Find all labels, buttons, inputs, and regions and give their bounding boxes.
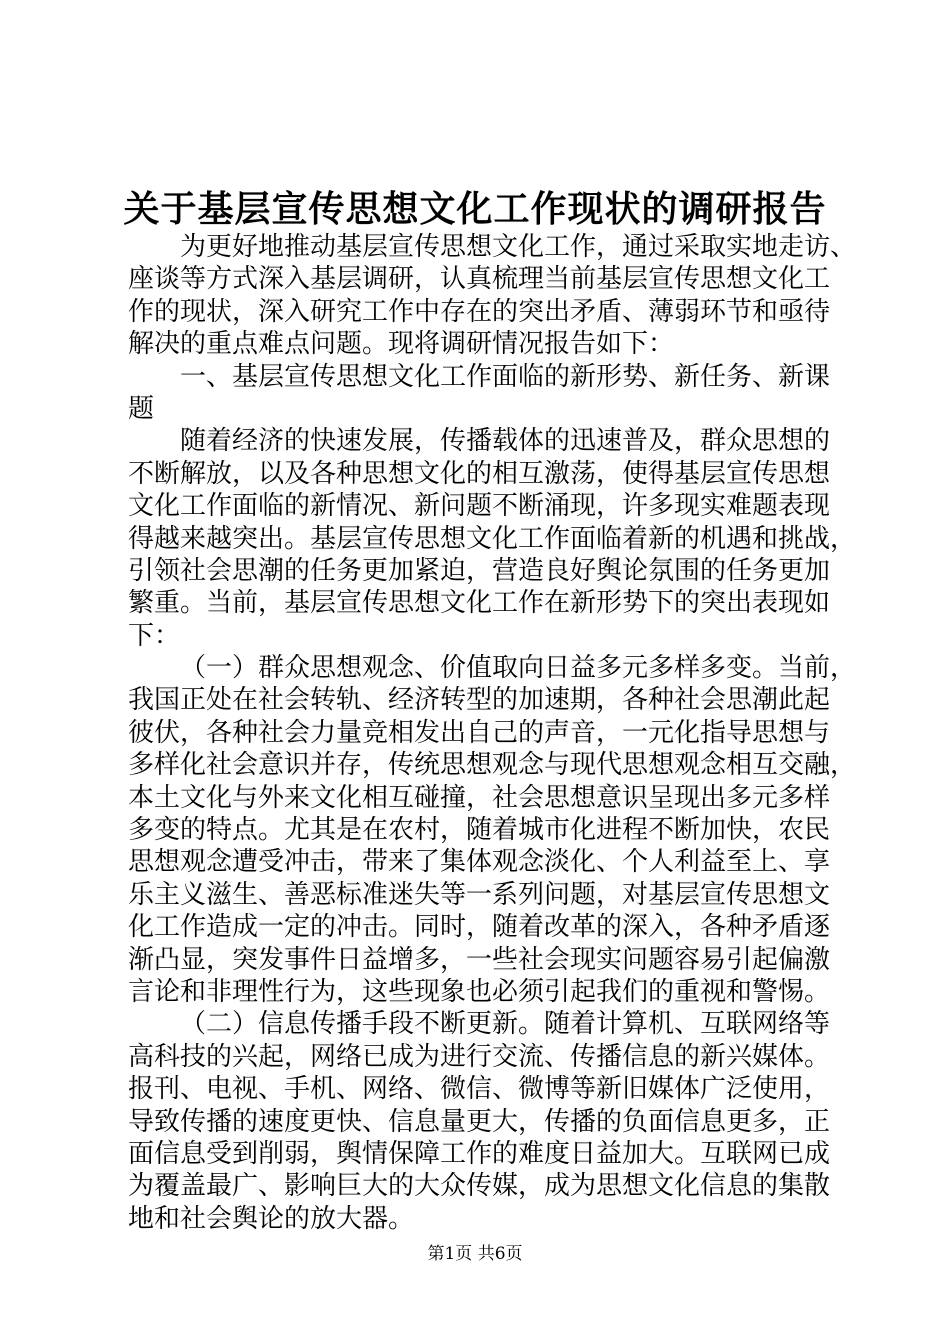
text-line: 彼伏，各种社会力量竞相发出自己的声音，一元化指导思想与 [128,717,831,748]
text-line: 解决的重点难点问题。现将调研情况报告如下： [128,329,675,360]
text-line: 为更好地推动基层宣传思想文化工作，通过采取实地走访、 [180,232,857,262]
document-body [128,231,857,1235]
text-line: 报刊、电视、手机、网络、微信、微博等新旧媒体广泛使用， [128,1074,831,1105]
text-line: 文化工作面临的新情况、新问题不断涌现，许多现实难题表现 [128,491,831,522]
text-line: 高科技的兴起，网络已成为进行交流、传播信息的新兴媒体。 [128,1041,831,1072]
text-line: 渐凸显，突发事件日益增多，一些社会现实问题容易引起偏激 [128,944,831,975]
document-title: 关于基层宣传思想文化工作现状的调研报告 [123,188,827,230]
text-line: 不断解放，以及各种思想文化的相互激荡，使得基层宣传思想 [128,458,831,489]
text-line: 随着经济的快速发展，传播载体的迅速普及，群众思想的 [180,426,831,457]
text-line: 下： [128,620,181,651]
page-number: 第1页 共6页 [427,1244,523,1264]
text-line: 为覆盖最广、影响巨大的大众传媒，成为思想文化信息的集散 [128,1171,831,1202]
section-heading-line: 题 [128,393,155,424]
text-line: 地和社会舆论的放大器。 [128,1203,415,1234]
text-line: 思想观念遭受冲击，带来了集体观念淡化、个人利益至上、享 [128,847,831,878]
text-line: 乐主义滋生、善恶标准迷失等一系列问题，对基层宣传思想文 [128,879,831,910]
text-line: （二）信息传播手段不断更新。随着计算机、互联网络等 [180,1009,831,1040]
text-line: 座谈等方式深入基层调研，认真梳理当前基层宣传思想文化工 [128,264,831,295]
text-line: 作的现状，深入研究工作中存在的突出矛盾、薄弱环节和亟待 [128,296,831,327]
text-line: 化工作造成一定的冲击。同时，随着改革的深入，各种矛盾逐 [128,912,831,943]
text-line: （一）群众思想观念、价值取向日益多元多样多变。当前， [180,653,857,684]
text-line: 多样化社会意识并存，传统思想观念与现代思想观念相互交融， [128,750,857,781]
text-line: 言论和非理性行为，这些现象也必须引起我们的重视和警惕。 [128,976,831,1007]
text-line: 面信息受到削弱，舆情保障工作的难度日益加大。互联网已成 [128,1138,831,1169]
text-line: 本土文化与外来文化相互碰撞，社会思想意识呈现出多元多样 [128,782,831,813]
text-line: 多变的特点。尤其是在农村，随着城市化进程不断加快，农民 [128,815,831,846]
text-line: 我国正处在社会转轨、经济转型的加速期，各种社会思潮此起 [128,685,831,716]
text-line: 导致传播的速度更快、信息量更大，传播的负面信息更多，正 [128,1106,831,1137]
text-line: 引领社会思潮的任务更加紧迫，营造良好舆论氛围的任务更加 [128,555,831,586]
text-line: 繁重。当前，基层宣传思想文化工作在新形势下的突出表现如 [128,588,831,619]
text-line: 得越来越突出。基层宣传思想文化工作面临着新的机遇和挑战， [128,523,857,554]
section-heading-line: 一、基层宣传思想文化工作面临的新形势、新任务、新课 [180,361,831,392]
